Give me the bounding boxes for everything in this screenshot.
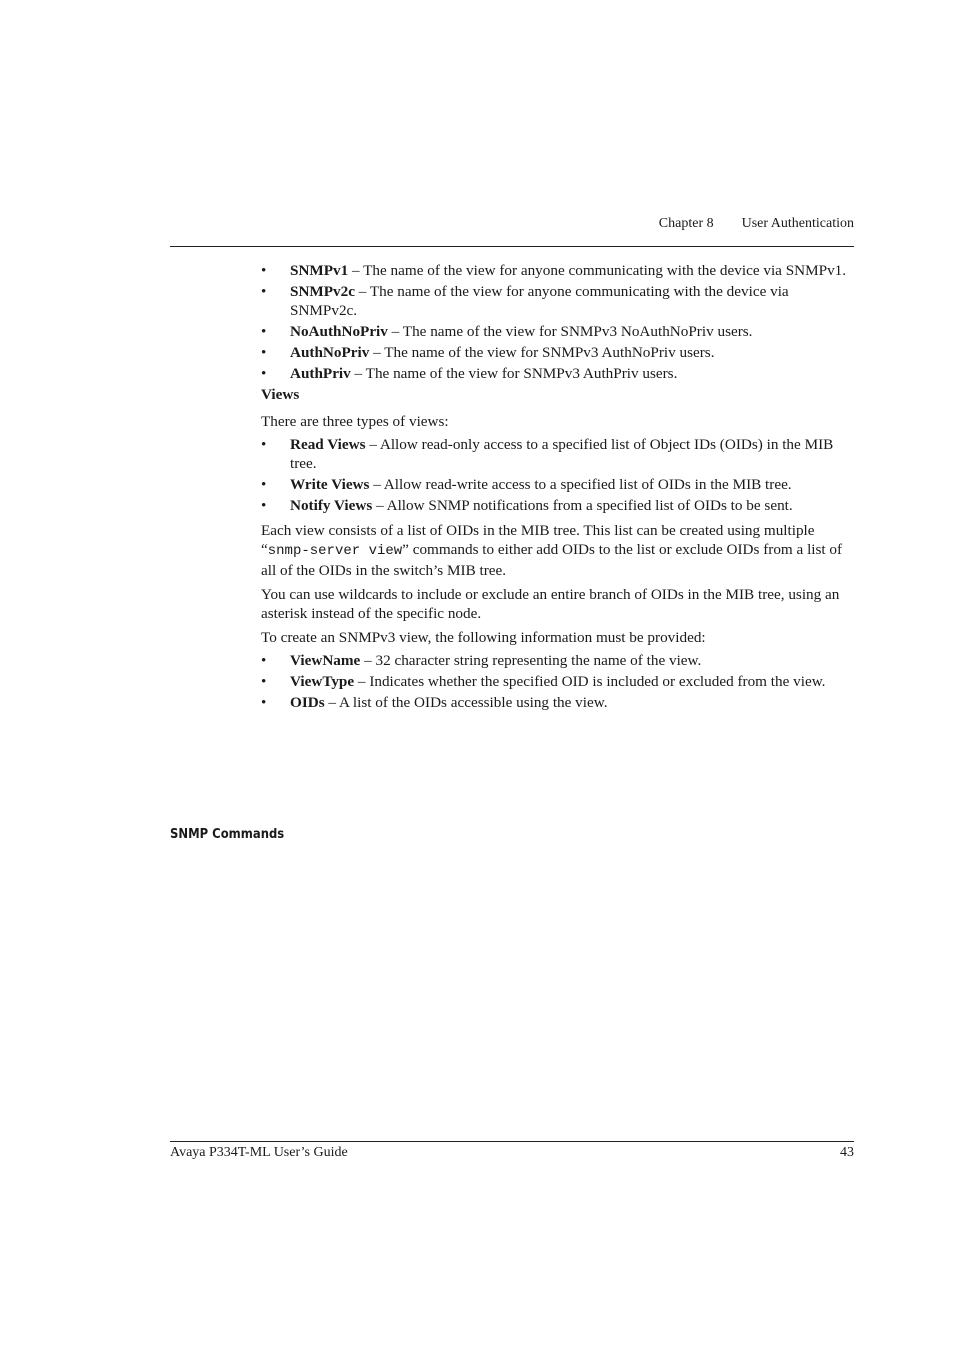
running-header [170, 215, 854, 233]
bullet-icon: • [261, 344, 267, 361]
paragraph-create-view: To create an SNMPv3 view, the following information must be provided: [261, 629, 706, 646]
command-code: snmp-server view [267, 543, 403, 559]
section-title: SNMP Commands [170, 826, 285, 842]
term: ViewType [290, 673, 355, 690]
view-fields-list [261, 651, 854, 712]
description: – Allow read-only access to a specified list of Object IDs (OIDs) in the MIB tree. [290, 436, 834, 472]
bullet-icon: • [261, 476, 267, 493]
page-body [261, 261, 854, 714]
paragraph-wildcards: You can use wildcards to include or exclude an entire branch of OIDs in the MIB tree, using an asterisk instead of the specific node. [261, 586, 840, 622]
guide-title: Avaya P334T-ML User’s Guide [170, 1145, 348, 1160]
term: ViewName [290, 652, 361, 669]
description: – A list of the OIDs accessible using the view. [324, 694, 608, 711]
bullet-icon: • [261, 497, 267, 514]
bullet-icon: • [261, 673, 267, 690]
bullet-icon: • [261, 694, 267, 711]
description: – Indicates whether the specified OID is included or excluded from the view. [354, 673, 826, 690]
description: – Allow SNMP notifications from a specified list of OIDs to be sent. [372, 497, 793, 514]
description: – The name of the view for anyone communicating with the device via SNMPv1. [348, 262, 847, 279]
description: – 32 character string representing the name of the view. [360, 652, 702, 669]
bullet-icon: • [261, 262, 267, 279]
list-item [261, 343, 854, 362]
term: SNMPv1 [290, 262, 349, 279]
list-item [261, 435, 854, 473]
description: – The name of the view for SNMPv3 NoAuthNoPriv users. [387, 323, 753, 340]
running-footer [170, 1144, 854, 1162]
description: – The name of the view for anyone communicating with the device via SNMPv2c. [290, 283, 789, 319]
page-number: 43 [840, 1145, 854, 1160]
list-item [261, 322, 854, 341]
footer-rule [170, 1141, 854, 1142]
list-item [261, 496, 854, 515]
text: ” commands to either add OIDs to the list or exclude OIDs from a list of all of the OIDs in the switch’s MIB tree. [261, 541, 843, 579]
term: Notify Views [290, 497, 373, 514]
header-rule [170, 246, 854, 247]
description: – The name of the view for SNMPv3 AuthPriv users. [350, 365, 678, 382]
view-types-list [261, 435, 854, 515]
list-item [261, 261, 854, 280]
term: AuthNoPriv [290, 344, 370, 361]
description: – Allow read-write access to a specified list of OIDs in the MIB tree. [369, 476, 792, 493]
views-intro: There are three types of views: [261, 413, 449, 430]
description: – The name of the view for SNMPv3 AuthNoPriv users. [369, 344, 715, 361]
list-item [261, 693, 854, 712]
list-item [261, 475, 854, 494]
security-model-list [261, 261, 854, 383]
bullet-icon: • [261, 283, 267, 300]
bullet-icon: • [261, 365, 267, 382]
bullet-icon: • [261, 436, 267, 453]
term: SNMPv2c [290, 283, 355, 300]
term: AuthPriv [290, 365, 351, 382]
paragraph-oids [261, 521, 854, 580]
list-item [261, 282, 854, 320]
chapter-number: Chapter 8 [658, 216, 714, 231]
chapter-title: User Authentication [741, 216, 854, 231]
bullet-icon: • [261, 652, 267, 669]
list-item [261, 672, 854, 691]
term: Read Views [290, 436, 366, 453]
list-item [261, 364, 854, 383]
text: Each view consists of a list of OIDs in the MIB tree. This list can be created using multiple “ [261, 522, 815, 558]
bullet-icon: • [261, 323, 267, 340]
list-item [261, 651, 854, 670]
term: NoAuthNoPriv [290, 323, 388, 340]
term: OIDs [290, 694, 325, 711]
views-heading: Views [261, 386, 300, 403]
term: Write Views [290, 476, 370, 493]
